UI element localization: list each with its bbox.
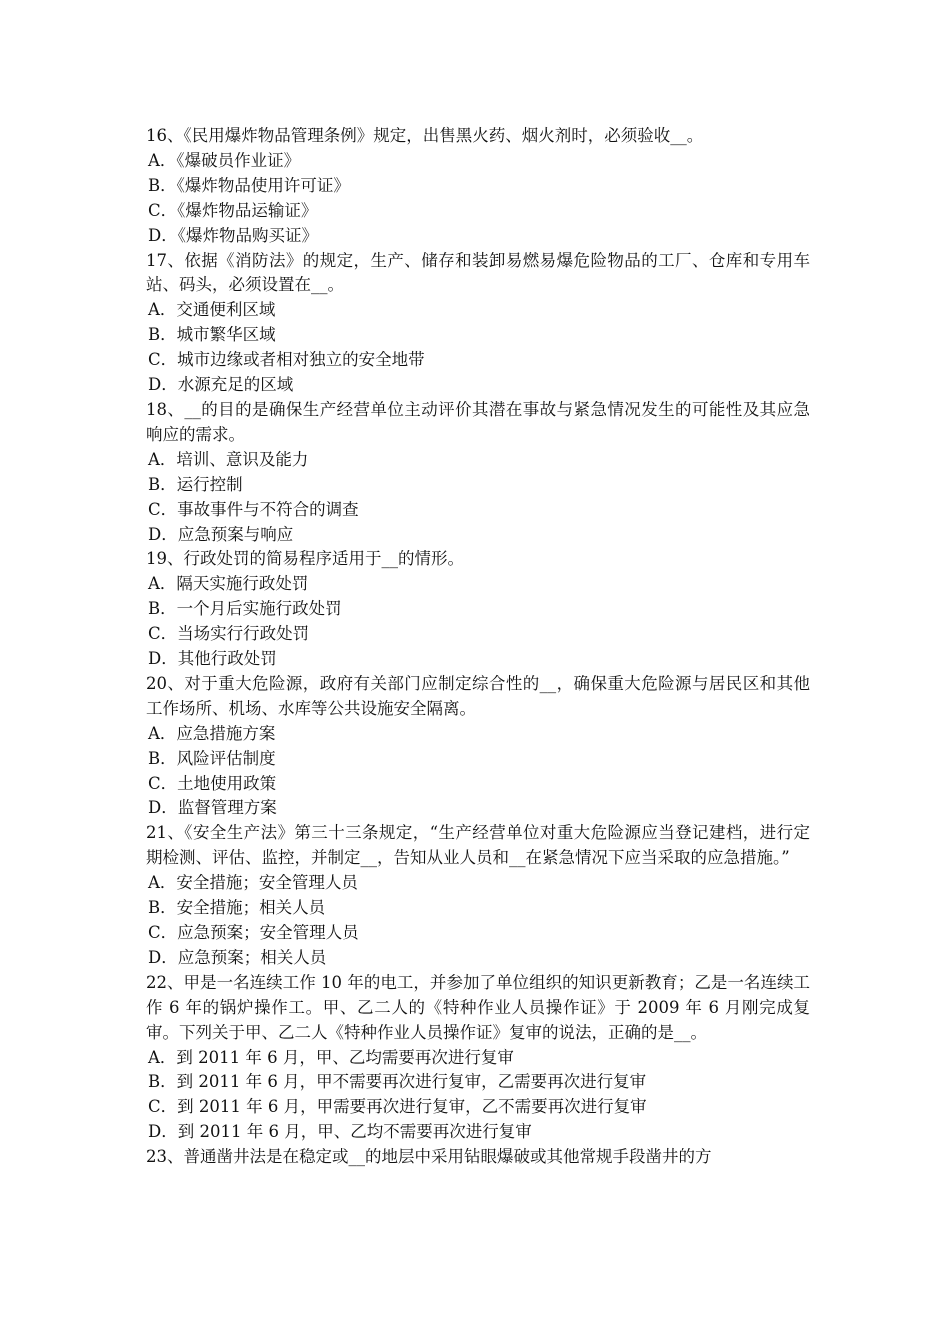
question-stem: 16、《民用爆炸物品管理条例》规定，出售黑火药、烟火剂时，必须验收__。 xyxy=(146,126,704,145)
question-16 xyxy=(146,124,810,249)
option-a: A．安全措施；安全管理人员 xyxy=(148,873,358,893)
question-21 xyxy=(146,821,810,970)
option-c: C．到 2011 年 6 月，甲需要再次进行复审，乙不需要再次进行复审 xyxy=(148,1097,647,1117)
option-d: D．水源充足的区域 xyxy=(148,375,294,395)
option-b: B．安全措施；相关人员 xyxy=(148,898,326,918)
option-b: B．《爆炸物品使用许可证》 xyxy=(148,175,350,195)
option-a: A．应急措施方案 xyxy=(148,723,276,743)
option-b: B．到 2011 年 6 月，甲不需要再次进行复审，乙需要再次进行复审 xyxy=(148,1072,647,1092)
option-b: B．城市繁华区域 xyxy=(148,325,276,345)
question-list xyxy=(146,124,810,1170)
question-20 xyxy=(146,672,810,821)
option-c: C．《爆炸物品运输证》 xyxy=(148,200,318,220)
question-stem: 19、行政处罚的简易程序适用于__的情形。 xyxy=(146,549,464,569)
option-a: A．交通便利区域 xyxy=(148,300,276,320)
option-a: A．培训、意识及能力 xyxy=(148,449,309,469)
option-d: D．其他行政处罚 xyxy=(148,649,277,669)
option-c: C．事故事件与不符合的调查 xyxy=(148,499,359,519)
option-d: D．《爆炸物品购买证》 xyxy=(148,225,318,245)
option-a: A．隔天实施行政处罚 xyxy=(148,574,309,594)
question-stem: 21、《安全生产法》第三十三条规定，“生产经营单位对重大危险源应当登记建档，进行定期检测、评估、监控，并制定__，告知从业人员和__在紧急情况下应当采取的应急措施。” xyxy=(146,823,810,868)
option-b: B．运行控制 xyxy=(148,474,243,494)
question-stem: 18、__的目的是确保生产经营单位主动评价其潜在事故与紧急情况发生的可能性及其应急响应的需求。 xyxy=(146,399,810,444)
question-stem: 20、对于重大危险源，政府有关部门应制定综合性的__，确保重大危险源与居民区和其他工作场所、机场、水库等公共设施安全隔离。 xyxy=(146,673,810,718)
question-stem: 17、依据《消防法》的规定，生产、储存和装卸易燃易爆危险物品的工厂、仓库和专用车站、码头，必须设置在__。 xyxy=(146,250,810,295)
question-22 xyxy=(146,971,810,1145)
question-17 xyxy=(146,249,810,398)
question-stem: 23、普通凿井法是在稳定或__的地层中采用钻眼爆破或其他常规手段凿井的方 xyxy=(146,1147,712,1167)
question-19 xyxy=(146,547,810,672)
option-c: C．当场实行行政处罚 xyxy=(148,624,310,644)
option-a: A．到 2011 年 6 月，甲、乙均需要再次进行复审 xyxy=(148,1047,514,1067)
question-18 xyxy=(146,398,810,547)
question-stem: 22、甲是一名连续工作 10 年的电工，并参加了单位组织的知识更新教育；乙是一名连续工作 6 年的锅炉操作工。甲、乙二人的《特种作业人员操作证》于 2009 年 6 月刚完成复审。下列关于甲、乙二人《特种作业人员操作证》复审的说法，正确的是__。 xyxy=(146,972,810,1042)
option-d: D．监督管理方案 xyxy=(148,798,277,818)
option-c: C．城市边缘或者相对独立的安全地带 xyxy=(148,350,425,370)
option-d: D．应急预案；相关人员 xyxy=(148,947,327,967)
option-d: D．应急预案与响应 xyxy=(148,524,294,544)
option-c: C．应急预案；安全管理人员 xyxy=(148,923,359,942)
option-b: B．一个月后实施行政处罚 xyxy=(148,599,342,619)
option-a: A．《爆破员作业证》 xyxy=(148,150,301,170)
question-23 xyxy=(146,1145,810,1170)
option-c: C．土地使用政策 xyxy=(148,773,277,793)
option-d: D．到 2011 年 6 月，甲、乙均不需要再次进行复审 xyxy=(148,1122,532,1142)
option-b: B．风险评估制度 xyxy=(148,748,276,768)
